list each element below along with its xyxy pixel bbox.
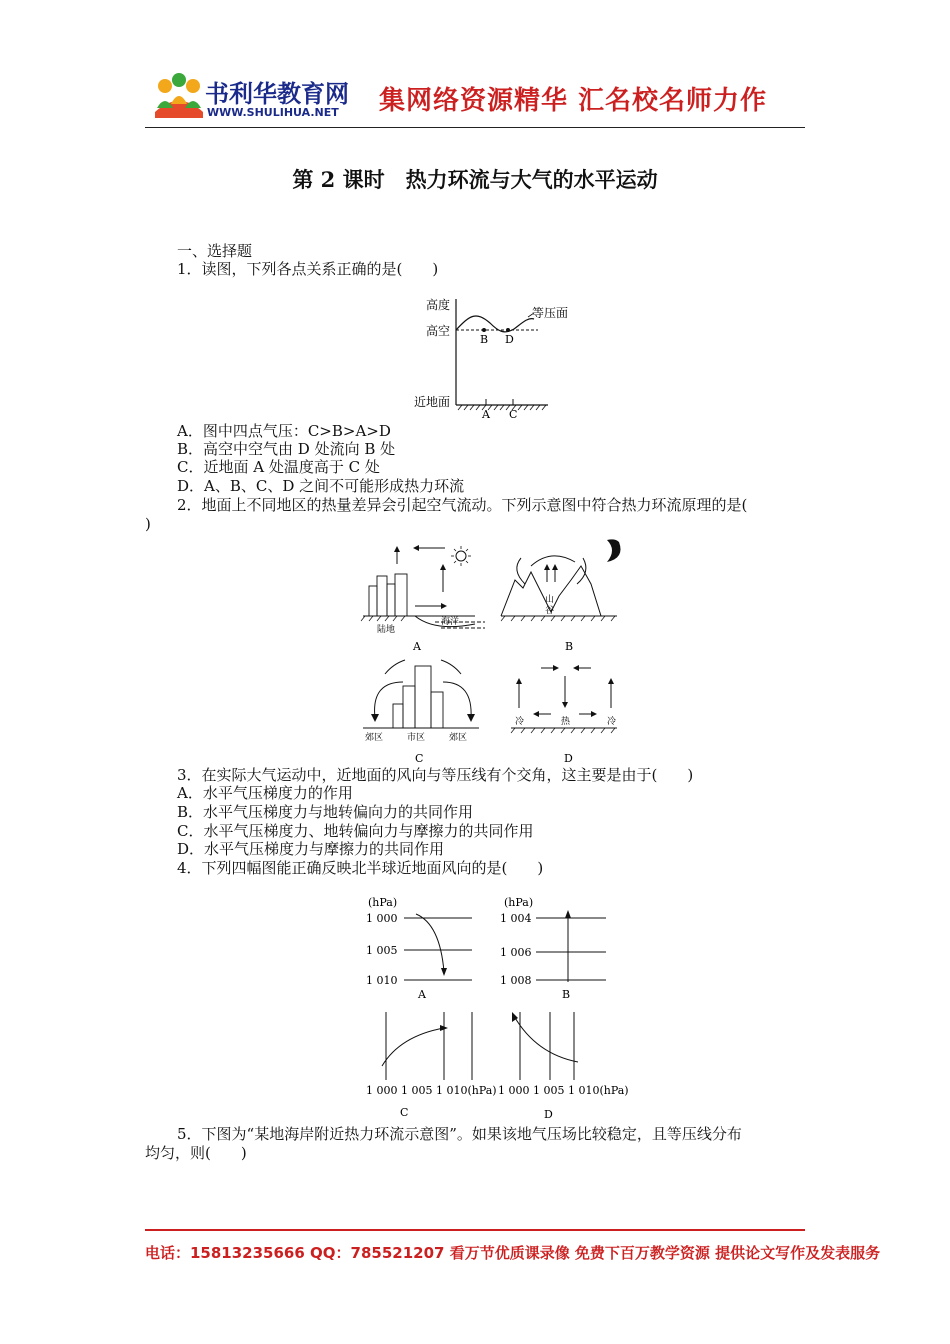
- fig2-panel-d-label: D: [564, 752, 573, 765]
- fig4-b-tick-3: 1 008: [500, 974, 532, 987]
- fig2-suburb-label-1: 郊区: [365, 733, 384, 743]
- question-2-stem-line2: ): [145, 515, 151, 533]
- fig2-valley-label-1: 山: [545, 595, 555, 605]
- fig4-panel-c: [366, 1012, 497, 1119]
- question-1-option-c: C．近地面 A 处温度高于 C 处: [177, 458, 380, 476]
- question-1-option-d: D．A、B、C、D 之间不可能形成热力环流: [177, 477, 465, 495]
- fig4-panel-c-label: C: [400, 1106, 409, 1119]
- section-heading: 一、选择题: [177, 242, 253, 260]
- fig2-cold-label-2: 冷: [607, 717, 617, 727]
- question-1-option-b: B．高空中空气由 D 处流向 B 处: [177, 440, 396, 458]
- fig4-a-tick-1: 1 000: [366, 912, 398, 925]
- footer-contact: 电话：15813235666 QQ：785521207 看万节优质课录像 免费下百万教学资源 提供论文写作及发表服务: [145, 1244, 881, 1262]
- question-3-option-d: D．水平气压梯度力与摩擦力的共同作用: [177, 840, 445, 858]
- fig4-panel-a-label: A: [418, 988, 426, 1001]
- question-3-stem: 3．在实际大气运动中，近地面的风向与等压线有个交角，这主要是由于( ): [177, 766, 694, 784]
- fig2-sea-label: 海洋: [441, 617, 460, 627]
- fig1-point-d: D: [505, 333, 514, 346]
- figure-q4-wind: [360, 894, 632, 1124]
- fig1-point-b: B: [480, 333, 489, 346]
- fig1-ground-label: 近地面: [414, 395, 451, 409]
- fig4-panel-b-label: B: [562, 988, 571, 1001]
- fig2-hot-label: 热: [561, 717, 571, 727]
- fig4-panel-d: [498, 1012, 629, 1121]
- logo-people-icon: [151, 68, 207, 120]
- fig2-cold-label-1: 冷: [515, 717, 525, 727]
- header-slogan: 集网络资源精华 汇名校名师力作: [379, 86, 768, 116]
- fig2-valley-label-2: 谷: [545, 606, 555, 616]
- figure-q2-circulation: [355, 536, 635, 768]
- fig2-panel-c: [363, 660, 479, 765]
- fig2-panel-d: [511, 665, 617, 765]
- point-b-marker: [482, 328, 486, 332]
- question-5-stem-line2: 均匀，则( ): [145, 1144, 247, 1162]
- sun-icon: [456, 551, 466, 561]
- fig4-a-tick-3: 1 010: [366, 974, 398, 987]
- footer-rule: [145, 1229, 805, 1231]
- fig1-point-a: A: [482, 408, 490, 421]
- fig1-height-label: 高度: [426, 298, 451, 312]
- question-3-option-a: A．水平气压梯度力的作用: [177, 784, 353, 802]
- page-title: 第 2 课时 热力环流与大气的水平运动: [292, 167, 658, 192]
- header-rule: [145, 127, 805, 128]
- fig4-panel-d-label: D: [544, 1108, 553, 1121]
- fig2-city-label: 市区: [407, 733, 426, 743]
- fig1-isobar-label: 等压面: [532, 306, 569, 320]
- fig4-b-tick-1: 1 004: [500, 912, 532, 925]
- fig1-point-c: C: [509, 408, 518, 421]
- fig4-panel-a: [366, 896, 472, 1001]
- fig2-land-label: 陆地: [377, 625, 396, 635]
- fig2-panel-a: [361, 545, 485, 653]
- fig2-suburb-label-2: 郊区: [449, 733, 468, 743]
- question-1-stem: 1．读图，下列各点关系正确的是( ): [177, 260, 439, 278]
- logo-url: WWW.SHULIHUA.NET: [207, 106, 339, 119]
- question-3-option-b: B．水平气压梯度力与地转偏向力的共同作用: [177, 803, 474, 821]
- question-5-stem-line1: 5．下图为“某地海岸附近热力环流示意图”。如果该地气压场比较稳定，且等压线分布: [177, 1125, 742, 1143]
- header: [145, 64, 805, 128]
- logo-text: 书利华教育网: [205, 80, 349, 108]
- point-d-marker: [506, 328, 510, 332]
- fig4-a-unit: (hPa): [368, 896, 398, 909]
- question-3-option-c: C．水平气压梯度力、地转偏向力与摩擦力的共同作用: [177, 822, 534, 840]
- question-2-stem-line1: 2．地面上不同地区的热量差异会引起空气流动。下列示意图中符合热力环流原理的是(: [177, 496, 748, 514]
- fig4-b-unit: (hPa): [504, 896, 534, 909]
- figure-q1-isobar: [410, 293, 569, 421]
- moon-icon: [607, 539, 621, 562]
- fig4-d-ticks: 1 000 1 005 1 010(hPa): [498, 1084, 629, 1097]
- fig1-high-label: 高空: [426, 324, 451, 338]
- fig4-b-tick-2: 1 006: [500, 946, 532, 959]
- fig4-c-ticks: 1 000 1 005 1 010(hPa): [366, 1084, 497, 1097]
- fig4-panel-b: [500, 896, 606, 1001]
- fig2-panel-a-label: A: [413, 640, 421, 653]
- fig2-panel-c-label: C: [415, 752, 424, 765]
- question-1-option-a: A．图中四点气压：C>B>A>D: [177, 422, 391, 440]
- fig2-panel-b: [501, 539, 621, 653]
- question-4-stem: 4．下列四幅图能正确反映北半球近地面风向的是( ): [177, 859, 544, 877]
- fig2-panel-b-label: B: [565, 640, 574, 653]
- fig4-a-tick-2: 1 005: [366, 944, 398, 957]
